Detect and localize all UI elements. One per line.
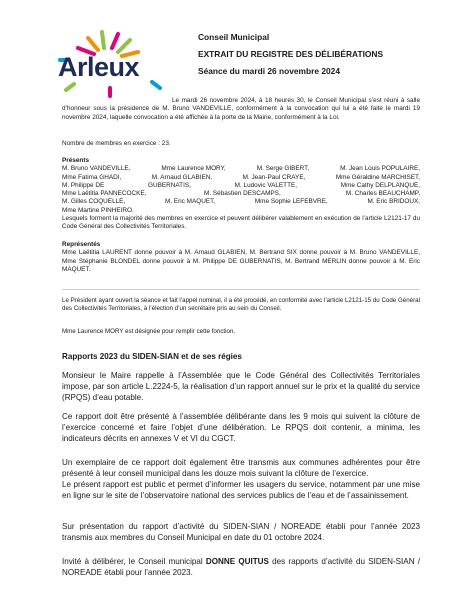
representes-section [62,241,420,274]
present-last: Mme Martine PINHEIRO. [62,206,134,214]
presents-row [62,174,420,182]
section-divider [62,289,420,290]
present-name: Mme Cathy DELPLANQUE, [340,181,420,189]
secretaire-text: Mme Laurence MORY est désignée pour remplir cette fonction. [62,328,236,335]
present-name: Mme Sophie LEFEBVRE, [254,198,328,206]
present-name: Mme Laëtitia PANNECOCKE, [62,190,147,198]
present-name: M. Arnaud GLABIEN, [151,173,213,181]
present-name: M. Jean-Paul CRAYE, [242,173,306,181]
quorum-text: Lesquels forment la majorité des membres en exercice et peuvent délibérer valablement en exécution de l’article L2121-17 du Code Général des Collectivités Territoriales. [62,215,420,231]
present-name: M. Philippe DE [62,181,105,189]
rapport-paragraph-3a: Un exemplaire de ce rapport doit également être transmis aux communes adhérentes pour être présenté à leur conseil municipal dans les douze mois suivant la clôture de l’exercice. [62,458,420,478]
presents-row [62,182,420,190]
present-name: M. Charles BEAUCHAMP, [345,190,420,198]
present-name: M. Sébastien DESCAMPS, [204,190,281,198]
present-name: Mme Laurence MORY, [161,165,226,173]
present-name: M. Eric BRIDOUX, [367,198,420,206]
presents-row [62,198,420,206]
rapport-paragraph-2: Ce rapport doit être présenté à l’assemblée délibérante dans les 9 mois qui suivent la clôture de l’exercice concerné et faire l’objet d’une délibération. Le RPQS doit contenir, a minima, les indicateurs décrits en annexes V et VI du CGCT. [62,412,420,443]
secretaire-section [62,328,420,336]
presents-row [62,165,420,173]
arleux-logo [56,26,164,98]
presents-section [62,157,420,232]
intro-text: Le mardi 26 novembre 2024, à 18 heures 30, le Conseil Municipal s’est réuni à salle d’honneur sous la présidence de M. Bruno VANDEVILLE, conformément à la convocation qui lui a été faite le mardi 19 novembre 2024, laquelle convocation a été affichée à la porte de la Mairie, conformément à la Loi. [62,97,420,121]
presents-title: Présents [62,157,89,164]
rapport-paragraph-3b: Le présent rapport est public et permet d’informer les usagers du service, notamment par une mise en ligne sur le site de l’observatoire national des services publics de l’eau et de l’assainissement. [62,480,420,500]
council-title: Conseil Municipal [198,32,270,42]
present-name: Mme Géraldine MARCHISET, [335,173,420,181]
deliberation-end: des rapports d’activité du SIDEN-SIAN / NOREADE établi pour l’année 2023. [62,557,421,577]
rapport-title: Rapports 2023 du SIDEN-SIAN et de ses régies [62,352,242,361]
present-name: M. Gilles COQUELLE, [62,198,126,206]
rapport-paragraph-1: Monsieur le Maire rappelle à l’Assemblée que le Code Général des Collectivités Territoriales impose, par son article L.2224-5, la réalisation d’un rapport annuel sur le prix et la qualité du service (RPQS) d’eau potable. [62,371,420,402]
appel-section [62,297,420,314]
present-name: M. Eric MAQUET, [165,198,216,206]
present-name: M. Jean Louis POPULAIRE, [340,165,420,173]
appel-text: Le Président ayant ouvert la séance et fait l’appel nominal, il a été procédé, en conformité avec l’article L2121-15 du Code Général des Collectivités Territoriales, à l’élection d’un secrétaire pris au sein du Conseil. [62,297,420,313]
rapport-paragraph-4: Sur présentation du rapport d’activité du SIDEN-SIAN / NOREADE établi pour l’année 2023 transmis aux membres du Conseil Municipal en date du 01 octobre 2024. [62,522,420,542]
presents-row [62,190,420,198]
present-name: Mme Fatima GHADI, [62,173,122,181]
rapport-paragraph-5 [62,556,420,578]
intro-paragraph [62,97,420,122]
register-title: EXTRAIT DU REGISTRE DES DÉLIBÉRATIONS [198,49,384,59]
quitus-keyword: DONNE QUITUS [205,557,269,566]
members-text: Nombre de membres en exercice : 23. [62,140,171,147]
members-count [62,140,420,148]
present-name: M. Bruno VANDEVILLE, [62,165,131,173]
representes-title: Représentés [62,241,101,248]
deliberation-intro: Invité à délibérer, le Conseil municipal [62,557,206,566]
present-name: GUBERNATIS, [148,181,191,189]
session-date: Séance du mardi 26 novembre 2024 [198,66,340,76]
present-name: M. Ludovic VALETTE, [234,181,298,189]
rapport-paragraph-3 [62,457,420,501]
logo-text: Arleux [58,52,140,82]
representes-text: Mme Laëtitia LAURENT donne pouvoir à M. Arnaud GLABIEN, M. Bertrand SIX donne pouvoir à M. Bruno VANDEVILLE, Mme Stéphanie BLONDEL donne pouvoir à M. Philippe DE GUBERNATIS, M. Bertrand MERLIN donne pouvoir à M. Eric MAQUET. [62,249,420,273]
document-header [198,32,428,83]
present-name: M. Serge GIBERT, [256,165,310,173]
